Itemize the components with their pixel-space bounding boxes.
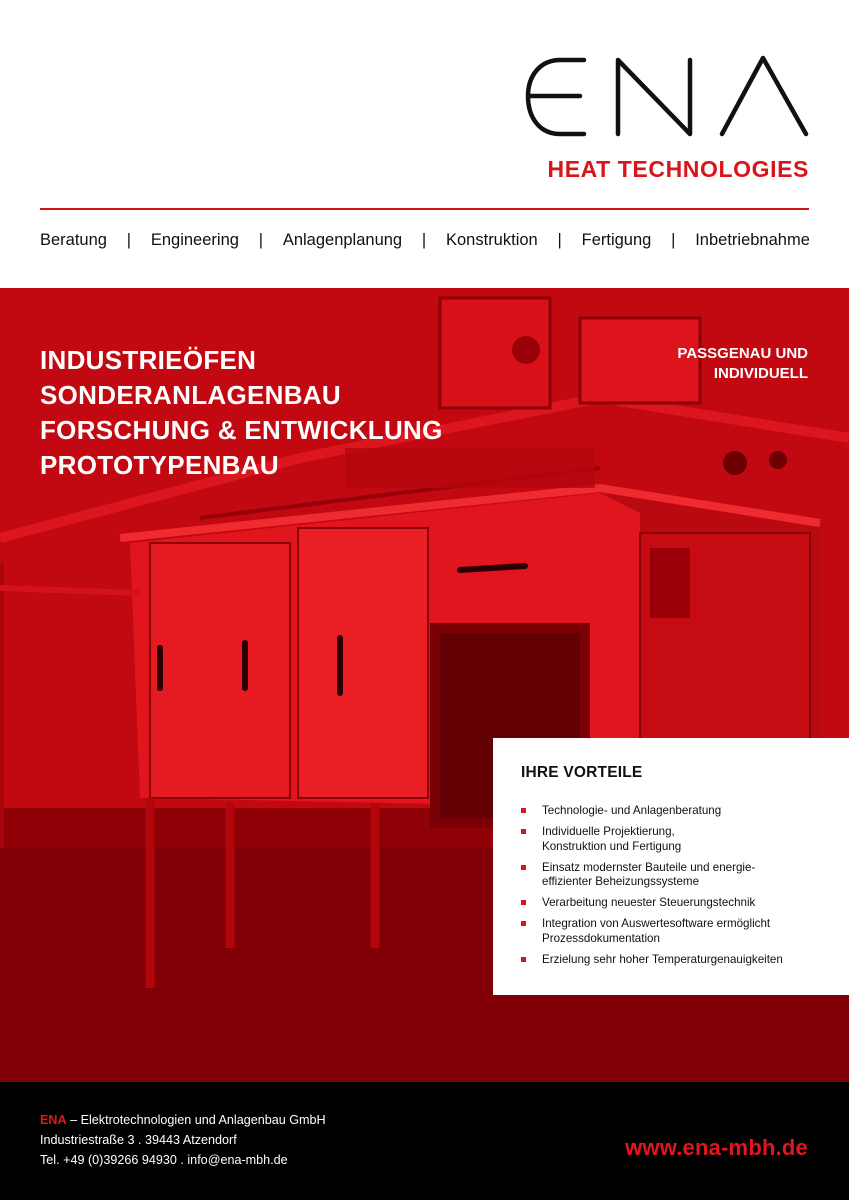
hero-section	[0, 288, 849, 1082]
headline: PROTOTYPENBAU	[40, 450, 279, 480]
service-item: Anlagenplanung	[282, 231, 403, 249]
separator: |	[258, 231, 264, 249]
bullet-icon	[521, 808, 526, 813]
benefit-item	[521, 804, 829, 819]
header-divider	[40, 208, 809, 210]
benefit-item	[521, 917, 829, 946]
company-name	[40, 1110, 326, 1130]
website-link[interactable]: www.ena-mbh.de	[625, 1135, 808, 1160]
footer	[0, 1082, 849, 1200]
ena-logo	[522, 46, 812, 146]
benefit-line: Technologie- und Anlagenberatung	[542, 804, 722, 817]
company-name-rest: – Elektrotechnologien und Anlagenbau GmbH	[66, 1113, 326, 1127]
service-item: Konstruktion	[446, 231, 538, 249]
bullet-icon	[521, 865, 526, 870]
company-brand: ENA	[40, 1113, 67, 1127]
benefit-item	[521, 825, 829, 854]
benefit-line: effizienter Beheizungssysteme	[542, 875, 700, 888]
separator: |	[557, 231, 562, 249]
benefit-line: Erzielung sehr hoher Temperaturgenauigkeiten	[542, 952, 783, 966]
service-item: Engineering	[150, 231, 239, 249]
header	[0, 0, 849, 288]
headline: SONDERANLAGENBAU	[40, 380, 341, 410]
benefit-item	[521, 953, 829, 968]
bullet-icon	[521, 829, 526, 834]
company-contact: Tel. +49 (0)39266 94930 . info@ena-mbh.de	[40, 1153, 288, 1167]
benefits-title: IHRE VORTEILE	[521, 764, 643, 781]
benefit-line: Einsatz modernster Bauteile und energie-	[542, 860, 756, 874]
benefit-item	[521, 896, 829, 911]
services-bar	[40, 231, 810, 250]
benefit-line: Prozessdokumentation	[542, 931, 660, 945]
benefit-line: Verarbeitung neuester Steuerungstechnik	[542, 896, 756, 909]
service-item: Beratung	[40, 231, 107, 249]
benefit-line: Integration von Auswertesoftware ermöglicht	[542, 917, 771, 930]
service-item: Inbetriebnahme	[695, 231, 810, 249]
tagline-line: INDIVIDUELL	[713, 365, 808, 382]
benefit-item	[521, 861, 829, 890]
benefits-list	[521, 804, 829, 967]
company-info	[40, 1110, 326, 1170]
separator: |	[126, 231, 132, 249]
bullet-icon	[521, 900, 526, 905]
benefits-box	[493, 738, 849, 995]
headline: FORSCHUNG & ENTWICKLUNG	[40, 415, 443, 445]
separator: |	[671, 231, 676, 249]
tagline-line: PASSGENAU UND	[677, 345, 808, 362]
hero-headlines	[40, 343, 443, 483]
hero-tagline	[677, 344, 808, 384]
separator: |	[421, 231, 427, 249]
logo-subtitle: HEAT TECHNOLOGIES	[547, 156, 809, 182]
service-item: Fertigung	[581, 231, 652, 249]
bullet-icon	[521, 957, 526, 962]
company-address: Industriestraße 3 . 39443 Atzendorf	[40, 1133, 237, 1147]
bullet-icon	[521, 921, 526, 926]
headline: INDUSTRIEÖFEN	[40, 345, 257, 375]
benefit-line: Konstruktion und Fertigung	[542, 839, 682, 853]
benefit-line: Individuelle Projektierung,	[542, 825, 675, 838]
